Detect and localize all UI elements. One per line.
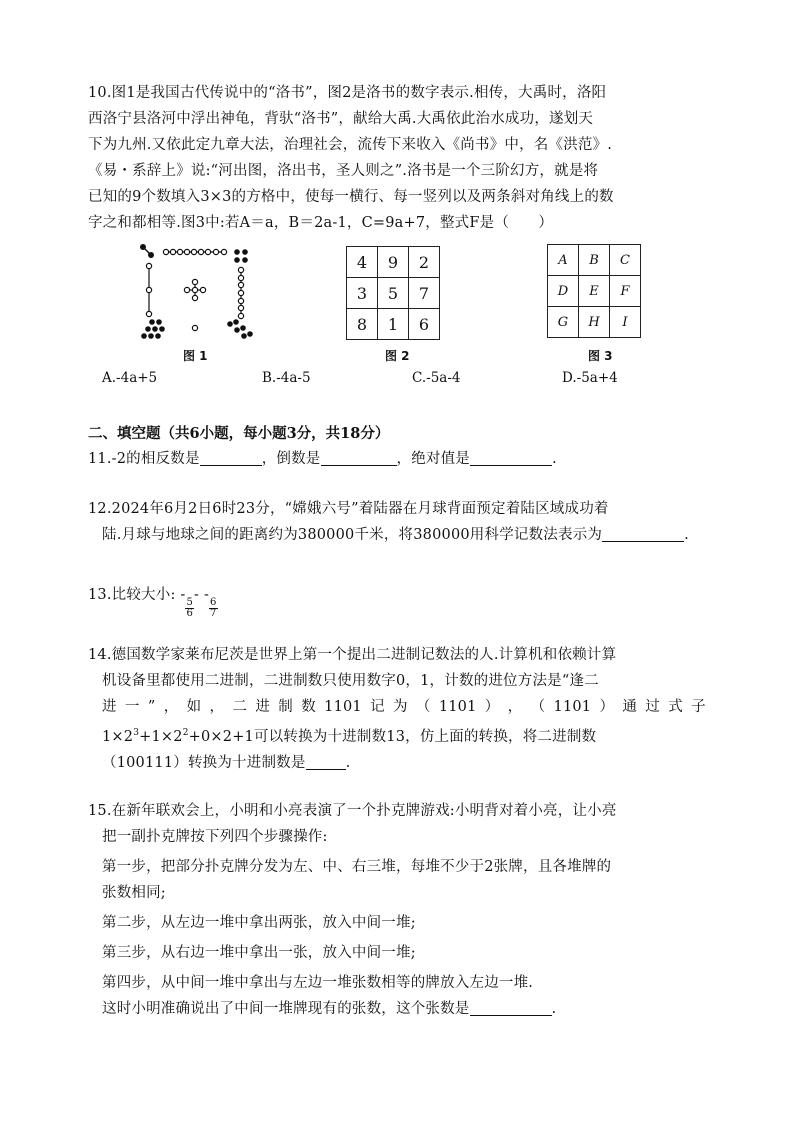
figure-3-caption: 图 3 [588,349,613,363]
q15-last: 这时小明准确说出了中间一堆牌现有的张数，这个张数是 [102,1001,470,1017]
q14-line-3-word: 1101 [324,699,362,715]
q11-part-2: ，倒数是 [261,451,321,467]
fig2-cell: 5 [378,278,409,309]
fig3-cell: G [548,307,579,338]
q14-line-3-word: ， [209,699,225,715]
q15-end: . [551,1001,557,1017]
q10-line-4: 《易・系辞上》说:“河出图，洛出书，圣人则之”.洛书是一个三阶幻方，就是将 [88,163,599,179]
luoshu-group-6 [227,319,253,339]
question-11 [88,446,706,472]
fig2-cell: 7 [409,278,440,309]
q14-line-5: （100111）转换为十进制数是 [102,754,306,771]
fig3-cell: I [610,307,641,338]
q15-step-3: 第三步，从右边一堆中拿出一张，放入中间一堆; [102,945,416,961]
fraction-numerator: 5 [186,597,194,608]
question-15 [88,798,706,1022]
fraction-6-7 [209,598,218,619]
q14-line-3-word: （ [415,699,431,715]
luoshu-group-9 [163,249,226,254]
question-10-text [88,80,706,236]
fig2-cell: 6 [409,309,440,340]
q14-line-3-word: 子 [691,699,706,715]
luoshu-group-8 [141,319,165,339]
luoshu-group-2 [140,244,154,258]
fraction-numerator: 6 [210,597,217,608]
fig3-cell: E [579,276,610,307]
q13-prefix: 13.比较大小: [88,587,176,603]
q14-line-3-word: 通 [622,699,638,715]
q11-part-4: . [552,451,557,467]
q11-part-3: ，绝对值是 [396,451,470,467]
q14-line-3-word: 如 [186,699,202,715]
fraction-5-6 [185,598,194,619]
q14-line-4-a: 1×2 [102,728,134,745]
q14-line-3-word: 记 [370,699,385,715]
luoshu-group-3 [146,263,151,316]
option-b: B.-4a-5 [262,370,311,386]
answer-blank [200,449,262,466]
question-14 [88,642,706,776]
q14-line-3-word: ， [507,699,523,715]
exponent: 2 [182,728,189,738]
q14-line-3-word: 1101 [553,699,592,715]
answer-blank [306,753,346,770]
fig3-cell: H [579,307,610,338]
option-a: A.-4a+5 [102,370,158,386]
answer-blank [321,449,397,466]
fig3-cell: F [610,276,641,307]
q11-part-1: 11.-2的相反数是 [88,451,200,467]
answer-blank [602,525,684,542]
q10-line-6: 字之和都相等.图3中:若A＝a，B＝2a-1，C=9a+7，整式F是（ ） [88,215,554,231]
fig2-cell: 8 [347,309,378,340]
q12-end: . [684,527,689,543]
fig2-cell: 9 [378,247,409,278]
q12-line-2: 陆.月球与地球之间的距离约为380000千米，将380000用科学记数法表示为 [102,527,603,543]
figure-3-grid [547,244,641,338]
q15-line-2: 把一副扑克牌按下列四个步骤操作: [102,829,328,845]
fig3-cell: A [548,245,579,276]
luoshu-figure-1 [132,242,260,344]
q14-end: . [345,754,351,771]
q15-step-2: 第二步，从左边一堆中拿出两张，放入中间一堆; [102,915,416,931]
q10-line-3: 下为九州.又依此定九章大法，治理社会，流传下来收入《尚书》中，名《洪范》. [88,137,613,153]
q14-line-1: 14.德国数学家莱布尼茨是世界上第一个提出二进制记数法的人.计算机和依赖计算 [88,647,617,663]
answer-blank [470,999,552,1016]
q13-middle: - - [194,587,210,603]
section-2-title: 二、填空题（共6小题，每小题3分，共18分） [88,425,390,442]
q14-line-3-word: ” [147,699,156,715]
q14-line-3-word: ） [599,699,615,715]
fig2-cell: 2 [409,247,440,278]
q14-line-3-word: 1101 [438,699,477,715]
option-d: D.-5a+4 [562,370,618,386]
q10-line-2: 西洛宁县洛河中浮出神龟，背驮“洛书”，献给大禹.大禹依此治水成功，遂划天 [88,111,594,127]
q15-step-4: 第四步，从中间一堆中拿出与左边一堆张数相等的牌放入左边一堆. [102,975,534,991]
q14-line-3 [88,694,706,720]
figure-2-grid [346,246,440,340]
option-c: C.-5a-4 [412,370,461,386]
figure-1-caption: 图 1 [183,349,208,363]
fig3-cell: D [548,276,579,307]
q14-line-3-word: 二 [232,699,248,715]
fig3-cell: C [610,245,641,276]
q13-minus-sign: - [180,587,186,603]
q12-line-1: 12.2024年6月2日6时23分，“嫦娥六号”着陆器在月球背面预定着陆区域成功着 [88,501,609,517]
fig2-cell: 4 [347,247,378,278]
q14-line-4 [88,720,706,750]
q14-line-3-word: 一 [124,699,140,715]
q15-step-1a: 第一步，把部分扑克牌分发为左、中、右三堆，每堆不少于2张牌，且各堆牌的 [102,859,612,875]
luoshu-group-4 [234,249,248,263]
q10-line-5: 已知的9个数填入3×3的方格中，使每一横行、每一竖列以及两条斜对角线上的数 [88,189,614,205]
q14-line-3-word: 为 [392,699,408,715]
q14-line-3-word: 进 [255,699,271,715]
q10-line-1: 10.图1是我国古代传说中的“洛书”，图2是洛书的数字表示.相传，大禹时，洛阳 [88,85,607,101]
fraction-denominator: 6 [186,608,194,619]
q14-line-3-word: ， [163,699,179,715]
fig2-cell: 3 [347,278,378,309]
q14-line-4-c: +0×2+1可以转换为十进制数13，仿上面的转换，将二进制数 [188,728,597,745]
q14-line-3-word: （ [530,699,546,715]
q15-line-1: 15.在新年联欢会上，小明和小亮表演了一个扑克牌游戏:小明背对着小亮，让小亮 [88,803,617,819]
exponent: 3 [133,728,140,738]
question-12 [88,496,706,548]
question-13 [88,582,706,619]
luoshu-group-1 [192,325,197,330]
fig3-cell: B [579,245,610,276]
q14-line-3-word: ） [484,699,500,715]
q15-step-1b: 张数相同; [102,885,166,901]
answer-blank [470,449,552,466]
fig2-cell: 1 [378,309,409,340]
q14-line-2: 机设备里都使用二进制，二进制数只使用数字0，1，计数的进位方法是“逢二 [102,673,599,689]
q14-line-3-word: 数 [301,699,316,715]
q14-line-3-word: 进 [102,699,117,715]
q14-line-4-b: +1×2 [139,728,183,745]
q14-line-3-word: 式 [668,699,683,715]
luoshu-group-7 [238,267,243,318]
fraction-denominator: 7 [210,608,217,619]
figure-2-caption: 图 2 [385,349,410,363]
luoshu-group-5 [184,279,205,300]
q14-line-3-word: 过 [645,699,660,715]
q14-line-3-word: 制 [278,699,293,715]
